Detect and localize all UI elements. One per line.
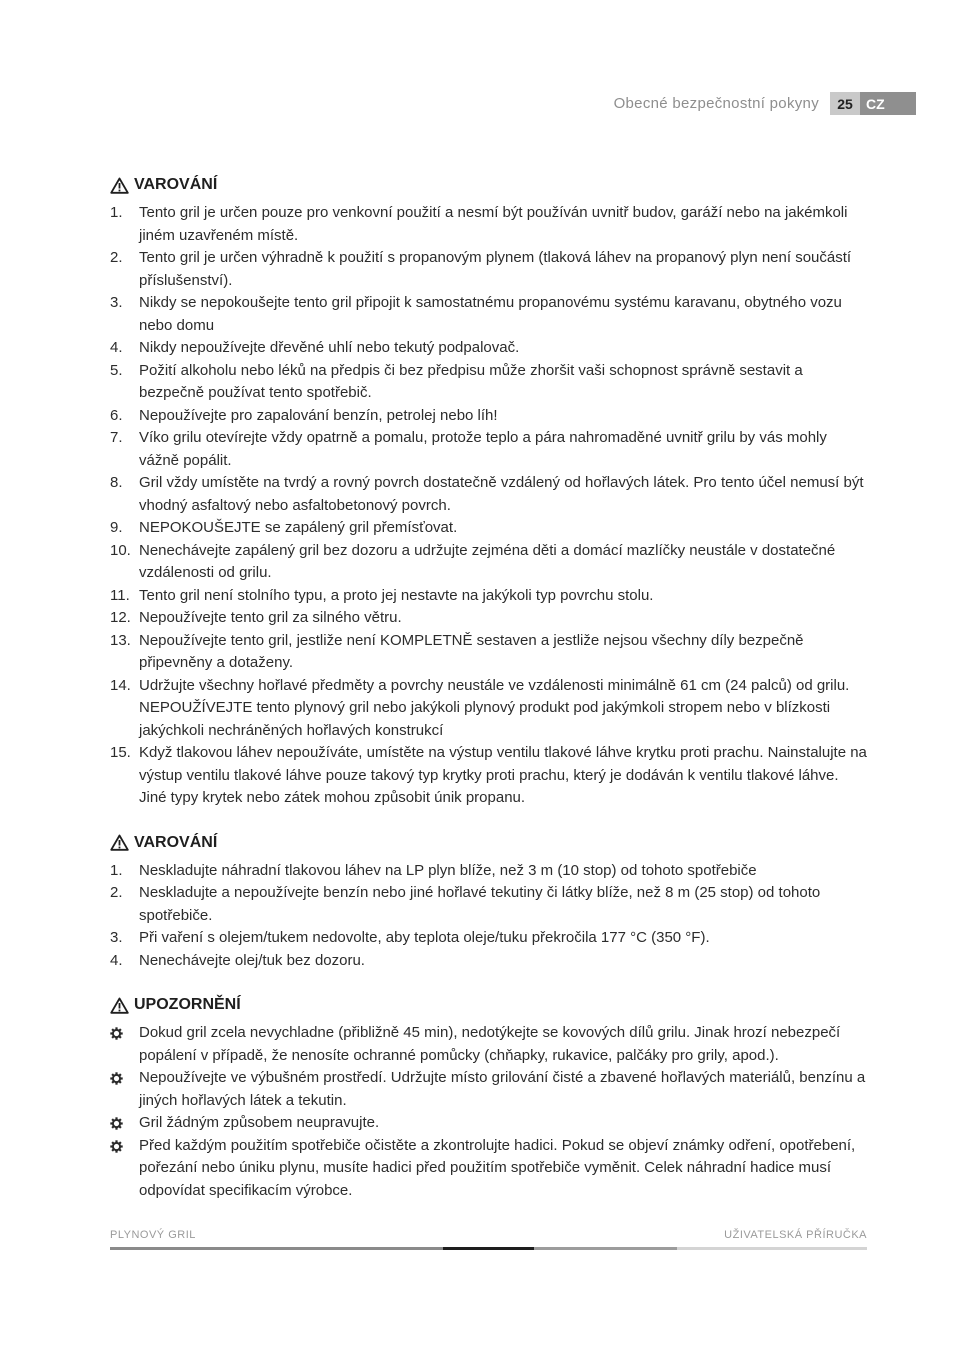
item-number: 11. <box>110 586 130 604</box>
language-tag: CZ <box>860 92 916 115</box>
page-header <box>614 92 916 115</box>
list-item <box>110 675 870 743</box>
item-text: Nepoužívejte tento gril za silného větru. <box>139 609 402 626</box>
list-item <box>110 405 870 428</box>
item-number: 1. <box>110 204 123 221</box>
list-item <box>110 540 870 585</box>
item-text: Tento gril není stolního typu, a proto jej nestavte na jakýkoli typ povrchu stolu. <box>139 586 654 604</box>
item-text: Gril žádným způsobem neupravujte. <box>139 1114 380 1131</box>
item-number: 4. <box>110 339 123 356</box>
header-section-title: Obecné bezpečnostní pokyny <box>613 95 819 112</box>
gear-bullet-icon <box>110 1140 123 1153</box>
list-item <box>110 742 870 810</box>
footer-bar <box>110 1247 867 1250</box>
item-number: 3. <box>110 294 123 311</box>
item-number: 7. <box>110 429 123 446</box>
footer-left-label: PLYNOVÝ GRIL <box>110 1229 196 1241</box>
warning-list <box>110 860 870 973</box>
item-number: 1. <box>110 861 123 879</box>
item-text: Při vaření s olejem/tukem nedovolte, aby teplota oleje/tuku překročila 177 °C (350 °F). <box>139 929 710 946</box>
item-number: 14. <box>110 676 131 694</box>
list-item <box>110 585 870 608</box>
item-number: 15. <box>110 744 131 761</box>
item-text: Neskladujte náhradní tlakovou láhev na LP plyn blíže, než 3 m (10 stop) od tohoto spotřebiče <box>139 861 757 879</box>
page-content <box>110 172 870 1222</box>
caution-section <box>110 992 870 1202</box>
item-text: Tento gril je určen výhradně k použití s propanovým plynem (tlaková láhev na propanový plyn není součástí příslušenství). <box>139 249 852 289</box>
item-text: Nepoužívejte pro zapalování benzín, petrolej nebo líh! <box>139 406 498 424</box>
item-text: Víko grilu otevírejte vždy opatrně a pomalu, protože teplo a pára nahromaděné uvnitř grilu by vás mohly vážně popálit. <box>139 429 827 469</box>
item-number: 5. <box>110 361 123 379</box>
item-text: Když tlakovou láhev nepoužíváte, umístěte na výstup ventilu tlakové láhve krytku proti prachu. Nainstalujte na výstup ventilu tlakové láhve pouze takový typ krytky proti prachu, který je dodáván k ventilu tlakové láhve. Jiné typy krytek nebo zátek mohou způsobit únik propanu. <box>139 744 867 806</box>
page-footer <box>110 1229 867 1250</box>
footer-bar-segment-light <box>677 1247 867 1250</box>
warning-section-1 <box>110 172 870 810</box>
list-item <box>110 247 870 292</box>
item-text: Nepoužívejte tento gril, jestliže není KOMPLETNĚ sestaven a jestliže nejsou všechny díly bezpečně připevněny a dotaženy. <box>139 631 804 671</box>
list-item <box>110 1067 870 1112</box>
warning-title: VAROVÁNÍ <box>134 176 218 193</box>
item-number: 12. <box>110 609 131 626</box>
item-number: 2. <box>110 884 123 901</box>
caution-list <box>110 1022 870 1202</box>
list-item <box>110 427 870 472</box>
footer-bar-segment-mid <box>534 1247 677 1250</box>
caution-title: UPOZORNĚNÍ <box>134 996 241 1013</box>
list-item <box>110 517 870 540</box>
item-number: 8. <box>110 474 123 491</box>
item-text: Nikdy nepoužívejte dřevěné uhlí nebo tekutý podpalovač. <box>139 339 520 356</box>
section-title <box>110 830 870 856</box>
list-item <box>110 882 870 927</box>
item-text: Tento gril je určen pouze pro venkovní použití a nesmí být používán uvnitř budov, garáží nebo na jakémkoli jiném uzavřeném místě. <box>139 204 848 244</box>
list-item <box>110 360 870 405</box>
item-text: Gril vždy umístěte na tvrdý a rovný povrch dostatečně vzdálený od hořlavých látek. Pro tento účel nemusí být vhodný asfaltový nebo asfaltobetonový povrch. <box>139 474 864 514</box>
list-item <box>110 860 870 883</box>
warning-section-2 <box>110 830 870 973</box>
list-item <box>110 950 870 973</box>
list-item <box>110 1135 870 1203</box>
item-number: 4. <box>110 951 123 969</box>
list-item <box>110 1022 870 1067</box>
item-number: 9. <box>110 519 123 536</box>
list-item <box>110 472 870 517</box>
gear-bullet-icon <box>110 1117 123 1130</box>
item-text: Dokud gril zcela nevychladne (přibližně 45 min), nedotýkejte se kovových dílů grilu. Jinak hrozí nebezpečí popálení v případě, že nenosíte ochranné pomůcky (chňapky, rukavice, palčáky pro grily, apod.). <box>139 1024 841 1064</box>
item-text: Nenechávejte olej/tuk bez dozoru. <box>139 951 365 969</box>
item-text: Požití alkoholu nebo léků na předpis či bez předpisu může zhoršit vaši schopnost správně sestavit a bezpečně používat tento spotřebič. <box>139 361 803 401</box>
item-number: 10. <box>110 541 131 559</box>
section-title <box>110 992 870 1018</box>
item-number: 13. <box>110 631 131 649</box>
list-item <box>110 337 870 360</box>
list-item <box>110 630 870 675</box>
item-text: Nepoužívejte ve výbušném prostředí. Udržujte místo grilování čisté a zbavené hořlavých materiálů, benzínu a jiných hořlavých látek a tekutin. <box>139 1069 866 1109</box>
gear-bullet-icon <box>110 1027 123 1040</box>
warning-triangle-icon <box>110 997 129 1014</box>
warning-triangle-icon <box>110 834 129 851</box>
item-text: NEPOKOUŠEJTE se zapálený gril přemísťovat. <box>139 519 458 536</box>
item-text: Před každým použitím spotřebiče očistěte a zkontrolujte hadici. Pokud se objeví známky odření, opotřebení, pořezání nebo úniku plynu, musíte hadici před použitím spotřebiče vyměnit. Celek náhradní hadice musí odpovídat specifikacím výrobce. <box>139 1136 856 1199</box>
list-item <box>110 202 870 247</box>
item-number: 2. <box>110 249 123 266</box>
section-title <box>110 172 870 198</box>
page-number: 25 <box>830 92 860 115</box>
warning-triangle-icon <box>110 177 129 194</box>
item-number: 3. <box>110 929 123 946</box>
footer-bar-segment-dark <box>110 1247 443 1250</box>
gear-bullet-icon <box>110 1072 123 1085</box>
list-item <box>110 607 870 630</box>
footer-bar-segment-black <box>443 1247 534 1250</box>
item-number: 6. <box>110 406 123 424</box>
list-item <box>110 1112 870 1135</box>
footer-right-label: UŽIVATELSKÁ PŘÍRUČKA <box>724 1229 867 1241</box>
item-text: Nikdy se nepokoušejte tento gril připojit k samostatnému propanovému systému karavanu, obytného vozu nebo domu <box>139 294 842 334</box>
item-text: Neskladujte a nepoužívejte benzín nebo jiné hořlavé tekutiny či látky blíže, než 8 m (25 stop) od tohoto spotřebiče. <box>139 884 821 924</box>
list-item <box>110 927 870 950</box>
item-text: Udržujte všechny hořlavé předměty a povrchy neustále ve vzdálenosti minimálně 61 cm (24 palců) od grilu. NEPOUŽÍVEJTE tento plynový gril nebo jakýkoli plynový produkt pod jakýmkoli stropem nebo v blízkosti jakýchkoli nechráněných hořlavých konstrukcí <box>139 676 850 739</box>
list-item <box>110 292 870 337</box>
warning-list <box>110 202 870 810</box>
warning-title: VAROVÁNÍ <box>134 833 218 851</box>
item-text: Nenechávejte zapálený gril bez dozoru a udržujte zejména děti a domácí mazlíčky neustále v dostatečné vzdálenosti od grilu. <box>139 541 836 581</box>
